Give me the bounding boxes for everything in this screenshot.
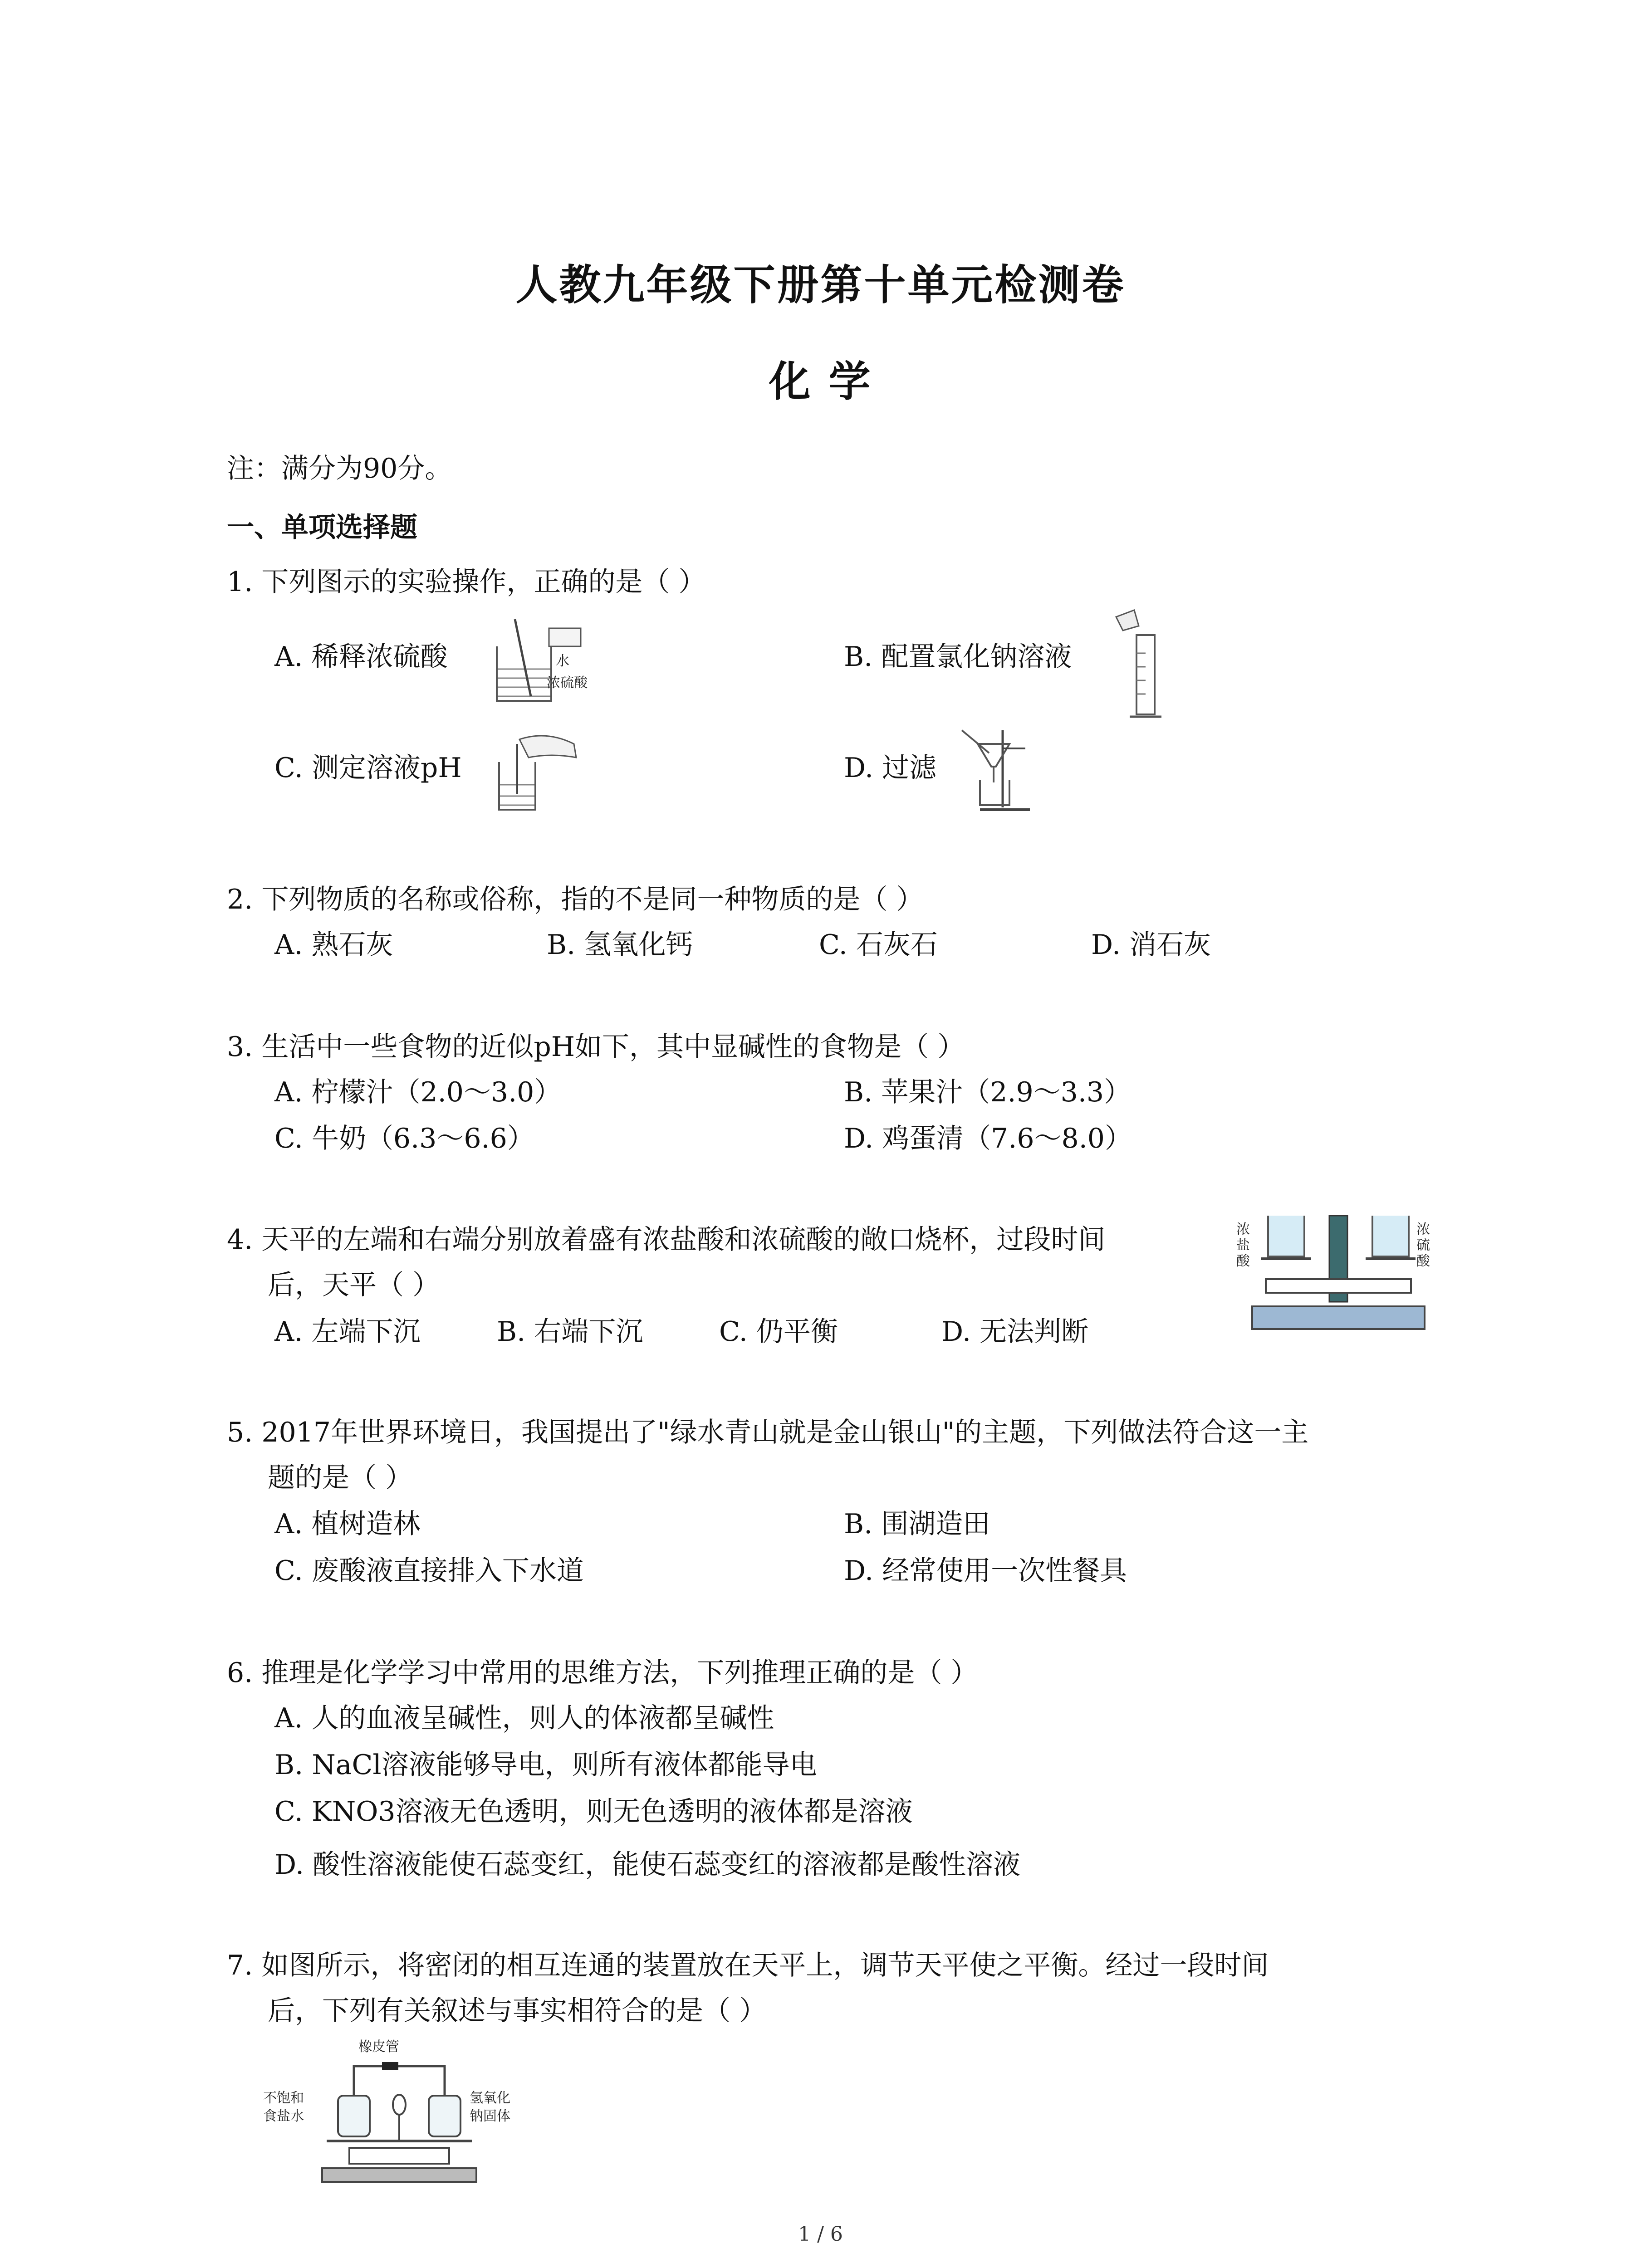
q1-option-b: B. 配置氯化钠溶液 [844,641,1072,673]
q3-option-d: D. 鸡蛋清（7.6～8.0） [844,1123,1132,1154]
q4-figure-balance [1234,1207,1434,1343]
q5-option-c: C. 废酸液直接排入下水道 [274,1555,584,1587]
q7-fig-left-label-1: 不饱和 [263,2090,304,2106]
q3-option-c: C. 牛奶（6.3～6.6） [274,1123,534,1154]
q2-option-b: B. 氢氧化钙 [547,929,693,961]
q2-option-a: A. 熟石灰 [274,929,393,961]
q4-option-c: C. 仍平衡 [719,1316,838,1348]
section-heading: 一、单项选择题 [227,512,417,543]
q1-fig-water-label: 水 [556,653,569,669]
q1-stem: 1. 下列图示的实验操作，正确的是（ ） [227,566,706,598]
q1-figure-a-dilute-acid [488,615,601,710]
q6-option-c: C. KNO3溶液无色透明，则无色透明的液体都是溶液 [274,1796,913,1828]
q2-option-d: D. 消石灰 [1091,929,1211,961]
q2-option-c: C. 石灰石 [819,929,938,961]
q4-fig-left-label-2: 盐 [1236,1237,1250,1253]
q1-option-a: A. 稀释浓硫酸 [274,641,448,673]
q5-option-d: D. 经常使用一次性餐具 [844,1555,1127,1587]
q7-fig-right-label-2: 钠固体 [470,2108,510,2124]
q5-option-a: A. 植树造林 [274,1508,421,1540]
q4-option-a: A. 左端下沉 [274,1316,421,1348]
q7-fig-right-label-1: 氢氧化 [470,2090,510,2106]
document-title: 人教九年级下册第十单元检测卷 [515,261,1126,309]
q4-fig-left-label-1: 浓 [1236,1222,1250,1237]
q1-option-d: D. 过滤 [844,752,937,784]
q6-option-b: B. NaCl溶液能够导电，则所有液体都能导电 [274,1749,817,1781]
q5-stem-line2: 题的是（ ） [268,1462,413,1494]
q4-fig-left-label-3: 酸 [1236,1253,1250,1269]
q7-fig-tube-label: 橡皮管 [358,2039,399,2055]
q4-stem-line2: 后，天平（ ） [268,1269,440,1301]
q3-option-a: A. 柠檬汁（2.0～3.0） [274,1076,562,1108]
q4-stem-line1: 4. 天平的左端和右端分别放着盛有浓盐酸和浓硫酸的敞口烧杯，过段时间 [227,1224,1106,1256]
q7-fig-left-label-2: 食盐水 [263,2108,304,2124]
q4-option-d: D. 无法判断 [941,1316,1089,1348]
q1-figure-d-filtration [953,721,1043,821]
q1-option-c: C. 测定溶液pH [274,752,462,784]
q6-stem: 6. 推理是化学学习中常用的思维方法，下列推理正确的是（ ） [227,1657,978,1689]
q4-fig-right-label-1: 浓 [1416,1222,1430,1237]
q5-option-b: B. 围湖造田 [844,1508,990,1540]
q7-stem-line2: 后，下列有关叙述与事实相符合的是（ ） [268,1995,767,2027]
q1-figure-c-ph-test [492,726,583,816]
page-number: 1 / 6 [798,2223,843,2246]
q1-fig-acid-label: 浓硫酸 [547,675,588,691]
q3-option-b: B. 苹果汁（2.9～3.3） [844,1076,1132,1108]
q5-stem-line1: 5. 2017年世界环境日，我国提出了"绿水青山就是金山银山"的主题，下列做法符合这一主 [227,1417,1309,1448]
q2-stem: 2. 下列物质的名称或俗称，指的不是同一种物质的是（ ） [227,884,924,915]
document-subject: 化 学 [769,357,872,406]
q7-figure-apparatus [263,2037,563,2186]
q3-stem: 3. 生活中一些食物的近似pH如下，其中显碱性的食物是（ ） [227,1031,965,1063]
q6-option-d: D. 酸性溶液能使石蕊变红，能使石蕊变红的溶液都是酸性溶液 [274,1849,1021,1881]
score-note: 注：满分为90分。 [227,453,452,484]
q4-fig-right-label-3: 酸 [1416,1253,1430,1269]
q6-option-a: A. 人的血液呈碱性，则人的体液都呈碱性 [274,1702,774,1734]
q4-fig-right-label-2: 硫 [1416,1237,1430,1253]
q1-figure-b-graduated-cylinder [1112,608,1171,726]
q7-stem-line1: 7. 如图所示，将密闭的相互连通的装置放在天平上，调节天平使之平衡。经过一段时间 [227,1950,1269,1981]
q4-option-b: B. 右端下沉 [497,1316,643,1348]
